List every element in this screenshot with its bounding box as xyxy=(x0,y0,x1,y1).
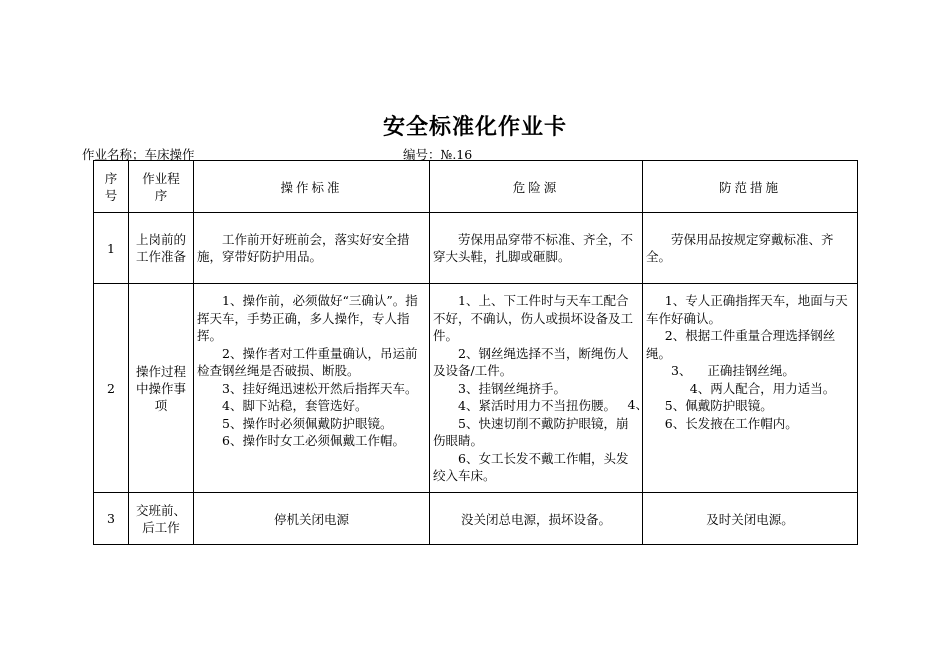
hazard-item: 6、女工长发不戴工作帽，头发绞入车床。 xyxy=(433,450,629,483)
standard-item: 5、操作时必须佩戴防护眼镜。 xyxy=(222,415,393,431)
measure-text: 劳保用品按规定穿戴标准、齐全。 xyxy=(646,231,834,264)
measure-item: 2、根据工件重量合理选择钢丝绳。 xyxy=(646,328,836,361)
row-number: 3 xyxy=(94,493,129,545)
row-stage: 交班前、后工作 xyxy=(129,493,194,545)
standard-item: 4、脚下站稳，套管选好。 xyxy=(222,398,368,413)
hazard-item: 2、钢丝绳选择不当，断绳伤人及设备/工件。 xyxy=(433,345,629,378)
measure-item: 1、专人正确指挥天车，地面与天车作好确认。 xyxy=(646,293,848,326)
row-hazard xyxy=(430,284,648,493)
row-measure xyxy=(643,213,858,284)
safety-card-table xyxy=(93,160,858,545)
header-measure: 防范措施 xyxy=(643,161,858,213)
standard-item: 1、操作前，必须做好“三确认”。指挥天车，手势正确，多人操作，专人指挥。 xyxy=(197,293,418,343)
hazard-item: 3、挂钢丝绳挤手。 xyxy=(458,380,566,396)
row-standard xyxy=(194,493,430,545)
hazard-item: 5、快速切削不戴防护眼镜，崩伤眼睛。 xyxy=(433,415,629,448)
row-number: 2 xyxy=(94,284,129,493)
hazard-item: 1、上、下工件时与天车工配合不好，不确认，伤人或损坏设备及工件。 xyxy=(433,293,634,343)
table-row xyxy=(94,213,858,284)
measure-text: 及时关闭电源。 xyxy=(706,511,794,527)
standard-text: 工作前开好班前会，落实好安全措施，穿带好防护用品。 xyxy=(197,231,410,264)
hazard-text: 没关闭总电源，损坏设备。 xyxy=(460,511,611,527)
header-standard: 操作标准 xyxy=(194,161,430,213)
measure-item: 6、长发掖在工作帽内。 xyxy=(664,415,798,431)
standard-item: 2、操作者对工件重量确认，吊运前检查钢丝绳是否破损、断股。 xyxy=(197,345,418,378)
standard-item: 6、操作时女工必须佩戴工作帽。 xyxy=(222,433,405,448)
measure-item: 3、 正确挂钢丝绳。 xyxy=(671,363,795,378)
card-number: 编号：№.16 xyxy=(403,147,473,162)
table-row xyxy=(94,493,858,545)
measure-item: 5、佩戴防护眼镜。 xyxy=(664,398,773,413)
measure-item: 4、两人配合，用力适当。 xyxy=(689,380,836,396)
standard-text: 停机关闭电源 xyxy=(273,511,349,527)
hazard-item: 4、紧活时用力不当扭伤腰。 xyxy=(458,398,616,413)
row-stage: 上岗前的工作准备 xyxy=(129,213,194,284)
table-header-row xyxy=(94,161,858,213)
row-stage: 操作过程中操作事项 xyxy=(129,284,194,493)
job-name: 作业名称；车床操作 xyxy=(82,147,195,162)
page-title: 安全标准化作业卡 xyxy=(382,115,567,140)
header-stage: 作业程序 xyxy=(129,161,194,213)
row-standard xyxy=(194,284,430,493)
row-number: 1 xyxy=(94,213,129,284)
hazard-overflow-text: 4、 xyxy=(627,397,648,412)
hazard-text: 劳保用品穿带不标准、齐全，不穿大头鞋，扎脚或砸脚。 xyxy=(433,231,634,264)
row-measure xyxy=(643,493,858,545)
standard-item: 3、挂好绳迅速松开然后指挥天车。 xyxy=(222,380,418,396)
header-number: 序号 xyxy=(94,161,129,213)
row-measure xyxy=(643,284,858,493)
row-hazard xyxy=(430,213,643,284)
row-hazard xyxy=(430,493,643,545)
table-row xyxy=(94,284,858,493)
row-standard xyxy=(194,213,430,284)
header-hazard: 危险源 xyxy=(430,161,643,213)
